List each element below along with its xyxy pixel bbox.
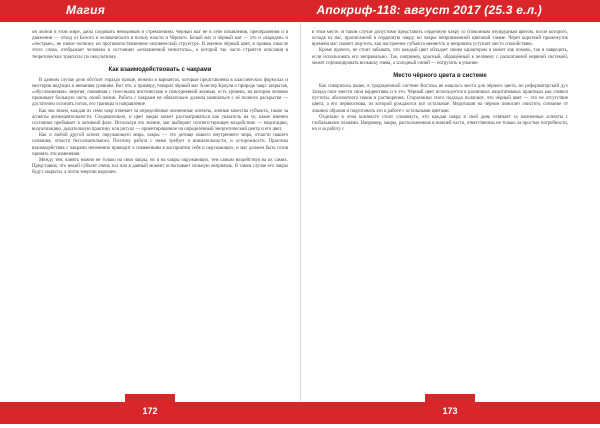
page-header xyxy=(0,0,600,22)
left-section-heading: Как взаимодействовать с чакрами xyxy=(108,66,212,73)
left-page-number: 172 xyxy=(125,394,175,424)
left-footer-bar xyxy=(0,402,300,424)
left-page xyxy=(12,22,294,424)
right-paragraph-4: Отдельно в этом контексте стоит упомянуть, что каждая чакра в свой день отвечает за жизненные аспекты с глобальными планами. Например, чакры, расположенные в нижней части, ответственны не только за простые потребности, но и за работу с xyxy=(312,114,568,133)
left-paragraph-1: он любой в этом мире, дабы следовать неведомым и стремлениям. Чёрный маг не в себе избавления, преображения и в движении — отход от Белого и человеческого в пользу власти и Чёрного. Белый маг и чёрный маг — это и «чародеи» и «пестрые», не иначе полному он противопоставлением человеческой структуре. И именно чёрный цвет, в правом смысле этого слова, отображает человека в состоянии «оплавленной нечистоты», о которой так часто строятся описания в теоретических трактатах по оккультизму. xyxy=(32,30,288,60)
right-footer-bar xyxy=(300,402,600,424)
left-paragraph-4: Как и любой другой аспект окружающего мира, чакры — это детище нашего внутреннего мира, отчасти нашего сознания, отчасти бессознательного. Поэтому работа с ними требует и внимательности, и осторожности. Практика взаимодействия с чакрами неизменно приводит к изменениям в восприятии себя и окружающих, и маг должен быть готов принять эти изменения. xyxy=(32,133,288,157)
right-page-column xyxy=(312,30,568,384)
right-page-number: 173 xyxy=(425,394,475,424)
left-paragraph-2: В данном случае дело обстоит гораздо проще, нежели в вариантах, которые представлены в классических формулах и мистерии ведущих к внешним уровням. Вот что, к примеру, говорил чёрный маг Алистер Кроули о природе чакр: закрытая, «обусловленная» энергия, связанная с телесными инстинктами и повседневной жизнью, есть уровень, на котором человек проживает большую часть своей жизни. Работа с чакрами не обязательно должна начинаться с её полного раскрытия — достаточно осознать поток, его границы и направление. xyxy=(32,77,288,108)
right-paragraph-3: Как говорилось выше, в традиционной системе Востока не нашлось места для чёрного цвета, но реформаторский дух Запада смог внести свои коррективы и в это. Чёрный цвет используется в различных медитативных практиках как символ пустоты, абсолютного покоя и растворения. Сторонники этого подхода полагают, что чёрный цвет — это не отсутствие цвета, а его первооснова, из которой рождаются все остальные. Медитация на чёрном помогает очистить сознание от лишних образов и подготовить его к работе с остальными цветами. xyxy=(312,83,568,114)
left-header-title: Магия xyxy=(66,3,106,17)
left-paragraph-3: Как мы знаем, каждая из семи чакр отвечает за определённые жизненные аспекты, личные качества субъекта, также за аспекты жизнедеятельности. Следовательно, и цвет чакры может рассматриваться как указатель на то, какое именно состояние пребывает в активной фазе. Используя это знание, маг выбирает соответствующее воздействие — медитацию, визуализацию, дыхательную практику или ритуал — ориентированное на определённый энергетический центр и его цвет. xyxy=(32,108,288,133)
right-page xyxy=(306,22,588,424)
left-page-column xyxy=(32,30,288,384)
right-paragraph-1: в этом месте. В таком случае допустимо представить сердечную чакру со спокойным изумрудным цветом, после которого, исходя из нас, прописанной в сердечную чакру, но чакры неприязненной цветовой гамме. Через короткий промежуток времени маг сможет ощутить, как настроение субъекта меняется, и неприязнь уступает место спокойствию. xyxy=(312,30,568,48)
left-paragraph-5: Между тем, влиять можно не только на свои чакры, но и на чакры окружающих, тем самым воздействуя на их самих. Представим, что некий субъект очень зол или в данный момент испытывает сильную неприязнь. В таком случае его чакры будут закрыты, а поток энергии нарушен. xyxy=(32,157,288,176)
right-section-heading: Место чёрного цвета в системе xyxy=(393,72,487,79)
right-header-title: Апокриф-118: август 2017 (25.3 е.л.) xyxy=(316,3,542,17)
page-gutter xyxy=(300,22,301,424)
right-paragraph-2: Кроме прочего, не стоит забывать, что каждый цвет обладает своим характером и может как помочь, так и навредить, если использовать его неправильно. Так, например, красный, обращённый к человеку с расшатанной нервной системой, может спровоцировать вспышку гнева, а холодный синий — погрузить в уныние. xyxy=(312,48,568,66)
